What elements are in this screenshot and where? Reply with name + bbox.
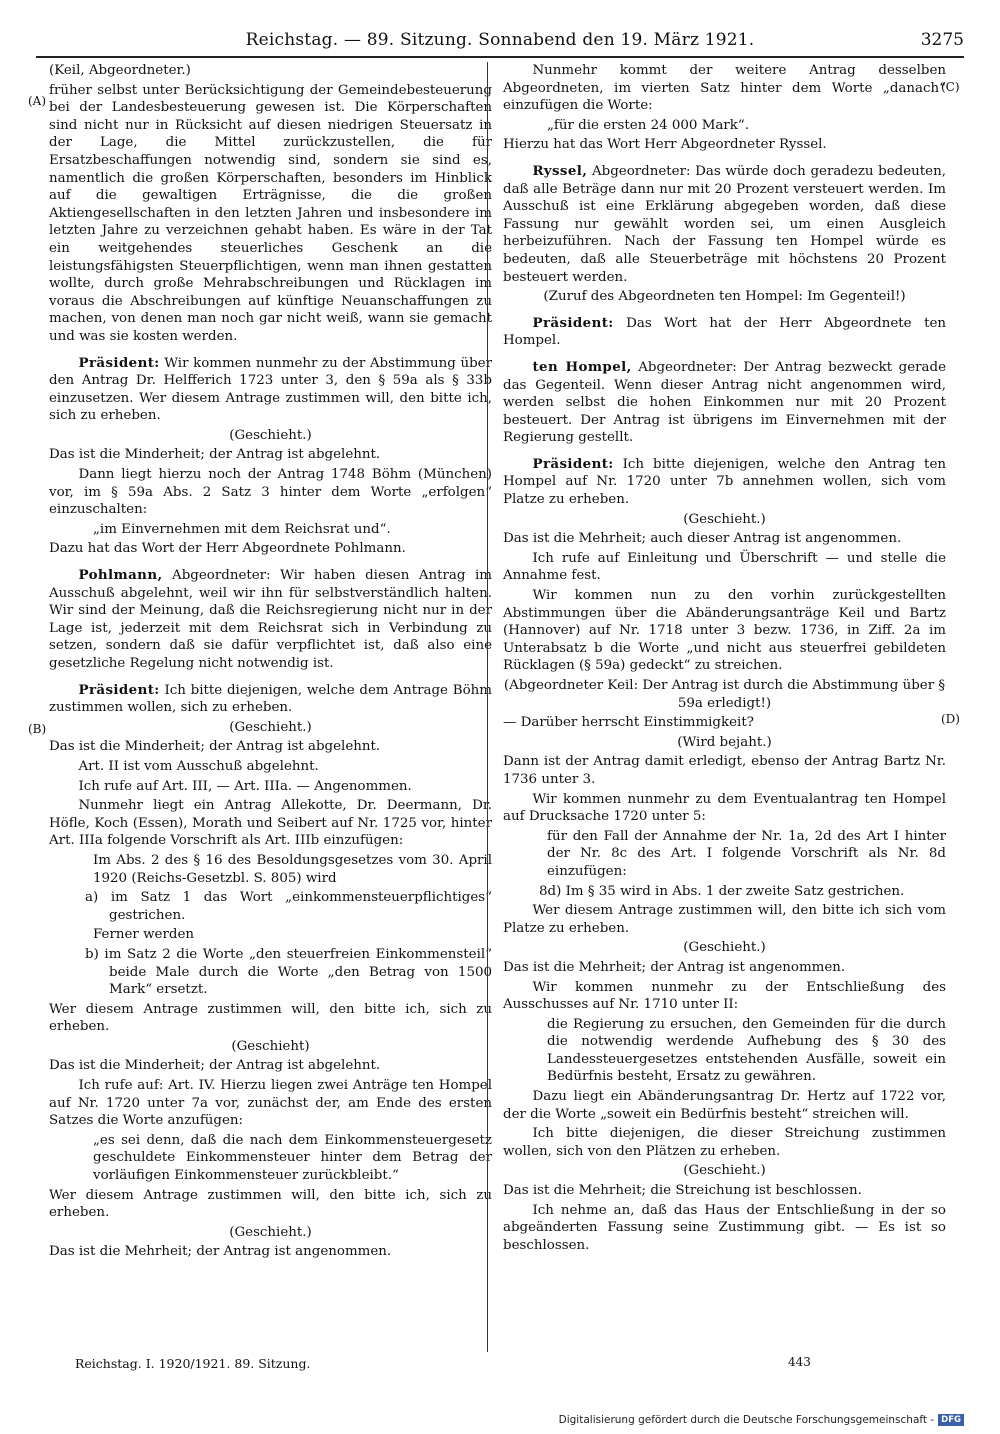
paragraph-text: Wir kommen nunmehr zu der Entschließung des Ausschusses auf Nr. 1710 unter II:	[503, 979, 946, 1013]
header-rule	[36, 56, 964, 58]
right-column	[503, 62, 946, 1256]
paragraph-text: Ich bitte diejenigen, die dieser Streichung zustimmen wollen, sich von den Plätzen zu erheben.	[503, 1126, 946, 1159]
paragraph-text: Im Abs. 2 des § 16 des Besoldungsgesetzes vom 30. April 1920 (Reichs-Gesetzbl. S. 805) wird	[93, 852, 492, 886]
paragraph-text: Das ist die Mehrheit; der Antrag ist angenommen.	[503, 959, 846, 975]
paragraph-text: Das Wort hat der Herr Abgeordnete ten Hompel.	[503, 315, 946, 349]
paragraph	[93, 926, 492, 944]
paragraph-text: (Geschieht.)	[683, 511, 766, 527]
paragraph-text: Dann ist der Antrag damit erledigt, ebenso der Antrag Bartz Nr. 1736 unter 3.	[503, 754, 946, 787]
paragraph-text: Ich nehme an, daß das Haus der Entschließung in der so abgeänderten Fassung seine Zustimmung gibt. — Es ist so beschlossen.	[503, 1202, 946, 1253]
paragraph	[49, 682, 492, 717]
margin-marker-b: (B)	[28, 722, 47, 736]
paragraph	[547, 1016, 946, 1086]
paragraph-text: Das ist die Mehrheit; die Streichung ist beschlossen.	[503, 1183, 862, 1199]
paragraph-text: Wer diesem Antrage zustimmen will, den bitte ich sich vom Platze zu erheben.	[503, 903, 946, 936]
dfg-logo: DFG	[938, 1414, 964, 1426]
paragraph	[49, 738, 492, 756]
paragraph	[503, 288, 946, 306]
paragraph	[85, 889, 492, 924]
paragraph	[49, 82, 492, 346]
paragraph-text: Ich bitte diejenigen, welche dem Antrage Böhm zustimmen wollen, sich zu erheben.	[49, 682, 492, 716]
margin-marker-a: (A)	[28, 94, 47, 108]
left-column	[49, 62, 492, 1263]
paragraph-text: Abgeordneter: Der Antrag bezweckt gerade das Gegenteil. Wenn dieser Antrag nicht angenommen wird, werden selbst die hohen Einkommen nur mit 20 Prozent besteuert. Der Antrag ist übrigens im Einvernehmen mit der Regierung gestellt.	[503, 359, 947, 446]
paragraph	[503, 530, 946, 548]
paragraph	[93, 521, 492, 539]
paragraph	[49, 797, 492, 850]
credit-text: Digitalisierung gefördert durch die Deutsche Forschungsgemeinschaft -	[558, 1414, 935, 1426]
paragraph-text: (Geschieht.)	[683, 1163, 766, 1179]
paragraph	[49, 1057, 492, 1075]
paragraph-text: Dazu liegt ein Abänderungsantrag Dr. Hertz auf 1722 vor, der die Worte „soweit ein Bedürfnis besteht“ streichen will.	[503, 1089, 946, 1122]
paragraph	[93, 1132, 492, 1185]
paragraph-text: Dann liegt hierzu noch der Antrag 1748 Böhm (München) vor, im § 59a Abs. 2 Satz 3 hinter dem Worte „erfolgen“ einzuschalten:	[49, 467, 492, 518]
paragraph-text: Ich rufe auf: Art. IV. Hierzu liegen zwei Anträge ten Hompel auf Nr. 1720 unter 7a vor, zunächst der, am Ende des ersten Satzes die Worte anzufügen:	[49, 1078, 492, 1129]
paragraph	[503, 62, 946, 115]
paragraph	[49, 1243, 492, 1261]
paragraph	[503, 163, 946, 286]
footer-left: Reichstag. I. 1920/1921. 89. Sitzung.	[75, 1356, 311, 1371]
paragraph-text: Das ist die Minderheit; der Antrag ist abgelehnt.	[49, 447, 381, 463]
paragraph-text: Wir kommen nun zu den vorhin zurückgestellten Abstimmungen über die Abänderungsanträge Keil und Bartz (Hannover) auf Nr. 1718 unter 3 bezw. 1736, in Ziff. 2a im Unterabsatz b die Worte „und nicht aus steuerfrei gebildeten Rücklagen (§ 59a) gedeckt“ zu streichen.	[503, 588, 946, 674]
paragraph-text: Wer diesem Antrage zustimmen will, den bitte ich, sich zu erheben.	[49, 1187, 492, 1221]
paragraph-text: (Wird bejaht.)	[677, 734, 772, 750]
paragraph-text: „es sei denn, daß die nach dem Einkommensteuergesetz geschuldete Einkommensteuer hinter dem Betrag der vorläufigen Einkommensteuer zurückbleibt.“	[93, 1132, 492, 1184]
paragraph	[503, 359, 946, 447]
paragraph	[503, 939, 946, 957]
paragraph	[49, 1001, 492, 1036]
paragraph-text: (Keil, Abgeordneter.)	[49, 63, 191, 78]
paragraph	[49, 1224, 492, 1242]
paragraph-text: Das ist die Mehrheit; auch dieser Antrag ist angenommen.	[503, 531, 902, 547]
paragraph-text: Wer diesem Antrage zustimmen will, den bitte ich, sich zu erheben.	[49, 1001, 492, 1035]
paragraph	[547, 117, 946, 135]
paragraph-text: Abgeordneter: Wir haben diesen Antrag im Ausschuß abgelehnt, weil wir ihn für selbstverständlich halten. Wir sind der Meinung, daß die Reichsregierung nicht nur in der Lage ist, jederzeit mit dem Reichsrat sich in Verbindung zu setzen, sondern daß sie dafür verpflichtet ist, daß also eine gesetzliche Regelung nicht notwendig ist.	[49, 568, 492, 671]
paragraph-text: — Darüber herrscht Einstimmigkeit?	[503, 715, 754, 731]
paragraph	[49, 778, 492, 796]
speaker-name: Präsident:	[532, 314, 614, 331]
paragraph	[49, 1038, 492, 1056]
paragraph	[49, 466, 492, 519]
paragraph-text: Abgeordneter: Das würde doch geradezu bedeuten, daß alle Beträge dann nur mit 20 Prozent versteuert werden. Im Ausschuß ist eine Erklärung abgegeben worden, daß diese Fassung nur gewählt worden sei, um einen Ausgleich herbeizuführen. Nach der Fassung ten Hompel würde es bedeuten, daß alle Steuerbeträge mit höchstens 20 Prozent besteuert werden.	[503, 163, 946, 285]
paragraph-text: (Geschieht.)	[229, 427, 312, 443]
paragraph	[49, 427, 492, 445]
paragraph-text: (Zuruf des Abgeordneten ten Hompel: Im Gegenteil!)	[543, 289, 906, 305]
paragraph	[503, 315, 946, 350]
paragraph	[503, 587, 946, 675]
speaker-name: Präsident:	[78, 354, 160, 371]
paragraph-text: (Abgeordneter Keil: Der Antrag ist durch die Abstimmung über § 59a erledigt!)	[503, 678, 946, 711]
paragraph	[503, 136, 946, 154]
paragraph	[503, 511, 946, 529]
header-title: Reichstag. — 89. Sitzung. Sonnabend den 19. März 1921.	[245, 30, 755, 50]
paragraph-text: Nunmehr kommt der weitere Antrag desselben Abgeordneten, im vierten Satz hinter dem Worte „danach“ einzufügen die Worte:	[503, 63, 946, 114]
paragraph-text: Wir kommen nunmehr zu dem Eventualantrag ten Hompel auf Drucksache 1720 unter 5:	[503, 791, 946, 825]
paragraph	[49, 355, 492, 425]
page-header	[36, 30, 964, 56]
margin-marker-d: (D)	[941, 712, 960, 726]
speaker-name: Ryssel,	[532, 162, 588, 179]
paragraph	[547, 828, 946, 881]
paragraph-text: Hierzu hat das Wort Herr Abgeordneter Ryssel.	[503, 137, 827, 153]
paragraph-text: Wir kommen nunmehr zu der Abstimmung über den Antrag Dr. Helfferich 1723 unter 3, den § 59a als § 33b einzusetzen. Wer diesem Antrage zustimmen will, den bitte ich, sich zu erheben.	[49, 355, 492, 424]
paragraph-text: Nunmehr liegt ein Antrag Allekotte, Dr. Deermann, Dr. Höfle, Koch (Essen), Morath und Seibert auf Nr. 1725 vor, hinter Art. IIIa folgende Vorschrift als Art. IIIb einzufügen:	[49, 798, 492, 849]
paragraph	[503, 902, 946, 937]
paragraph-text: „für die ersten 24 000 Mark“.	[547, 117, 750, 133]
paragraph	[49, 1077, 492, 1130]
paragraph	[49, 719, 492, 737]
column-divider	[487, 62, 488, 1352]
digitization-credit	[559, 1414, 964, 1426]
paragraph-text: Ich rufe auf Art. III, — Art. IIIa. — Angenommen.	[78, 778, 412, 794]
paragraph	[503, 959, 946, 977]
paragraph-text: Ferner werden	[93, 927, 194, 943]
paragraph	[49, 1187, 492, 1222]
paragraph	[503, 714, 946, 732]
paragraph-text: (Geschieht)	[231, 1038, 310, 1054]
paragraph	[85, 946, 492, 999]
speaker-name: Präsident:	[532, 455, 614, 472]
paragraph	[503, 1182, 946, 1200]
paragraph	[49, 567, 492, 673]
paragraph	[539, 883, 946, 901]
paragraph	[49, 446, 492, 464]
paragraph-text: b) im Satz 2 die Worte „den steuerfreien Einkommensteil“ beide Male durch die Worte „den Betrag von 1500 Mark“ ersetzt.	[85, 946, 492, 998]
page-number: 3275	[920, 30, 964, 50]
paragraph-text: Dazu hat das Wort der Herr Abgeordnete Pohlmann.	[49, 541, 406, 557]
paragraph-text: Art. II ist vom Ausschuß abgelehnt.	[78, 758, 319, 774]
paragraph-text: Ich rufe auf Einleitung und Überschrift — und stelle die Annahme fest.	[503, 550, 946, 584]
paragraph-text: Das ist die Minderheit; der Antrag ist abgelehnt.	[49, 739, 381, 755]
paragraph	[503, 1202, 946, 1255]
paragraph-text: 8d) Im § 35 wird in Abs. 1 der zweite Satz gestrichen.	[539, 883, 905, 899]
paragraph	[503, 550, 946, 585]
margin-marker-c: (C)	[941, 80, 960, 94]
paragraph	[503, 791, 946, 826]
paragraph	[503, 1088, 946, 1123]
paragraph-text: (Geschieht.)	[229, 1224, 312, 1240]
paragraph-text: für den Fall der Annahme der Nr. 1a, 2d des Art I hinter der Nr. 8c des Art. I folgende Vorschrift als Nr. 8d einzufügen:	[547, 828, 946, 879]
paragraph-text: Das ist die Mehrheit; der Antrag ist angenommen.	[49, 1244, 392, 1260]
paragraph	[503, 677, 946, 712]
paragraph	[93, 852, 492, 887]
speaker-name: Pohlmann,	[78, 567, 163, 584]
paragraph	[503, 734, 946, 752]
footer-signature: 443	[788, 1355, 811, 1369]
paragraph-text: die Regierung zu ersuchen, den Gemeinden für die durch die notwendig werdende Aufhebung des § 30 des Landessteuergesetzes entstehenden Ausfälle, soweit ein Bedürfnis besteht, Ersatz zu gewähren.	[547, 1016, 946, 1085]
paragraph	[503, 456, 946, 509]
paragraph-text: früher selbst unter Berücksichtigung der Gemeindebesteuerung bei der Landesbesteuerung gewesen ist. Die Körperschaften sind nicht nur in Rücksicht auf diesen niedrigen Steuersatz in der Lage, die Mittel zurückzustellen, die für Ersatzbeschaffungen notwendig sind, sondern sie sind es, namentlich die großen Körperschaften, besonders im Hinblick auf die gewaltigen Erträgnisse, die die großen Aktiengesellschaften in den letzten Jahren und insbesondere im letzten Jahre zu verzeichnen gehabt haben. Es wäre in der Tat ein weitgehendes steuerliches Geschenk an die leistungsfähigsten Steuerpflichtigen, wenn man ihnen gestatten wollte, durch große Mehrabschreibungen und Rücklagen im voraus die Abschreibungen auf künftige Neuanschaffungen zu machen, von denen man noch gar nicht weiß, wann sie gemacht und was sie kosten werden.	[49, 82, 492, 344]
paragraph	[503, 753, 946, 788]
paragraph	[503, 1125, 946, 1160]
paragraph	[503, 979, 946, 1014]
paragraph-text: (Geschieht.)	[683, 940, 766, 956]
speaker-name: ten Hompel,	[532, 358, 632, 375]
paragraph	[49, 540, 492, 558]
paragraph-text: (Geschieht.)	[229, 719, 312, 735]
paragraph-text: a) im Satz 1 das Wort „einkommensteuerpflichtiges“ gestrichen.	[85, 890, 492, 923]
paragraph-text: Ich bitte diejenigen, welche den Antrag ten Hompel auf Nr. 1720 unter 7b annehmen wollen, sich vom Platze zu erheben.	[503, 456, 946, 508]
paragraph	[49, 758, 492, 776]
paragraph	[49, 62, 492, 80]
paragraph-text: „im Einvernehmen mit dem Reichsrat und“.	[93, 521, 391, 537]
paragraph-text: Das ist die Minderheit; der Antrag ist abgelehnt.	[49, 1058, 381, 1074]
speaker-name: Präsident:	[78, 681, 160, 698]
paragraph	[503, 1162, 946, 1180]
